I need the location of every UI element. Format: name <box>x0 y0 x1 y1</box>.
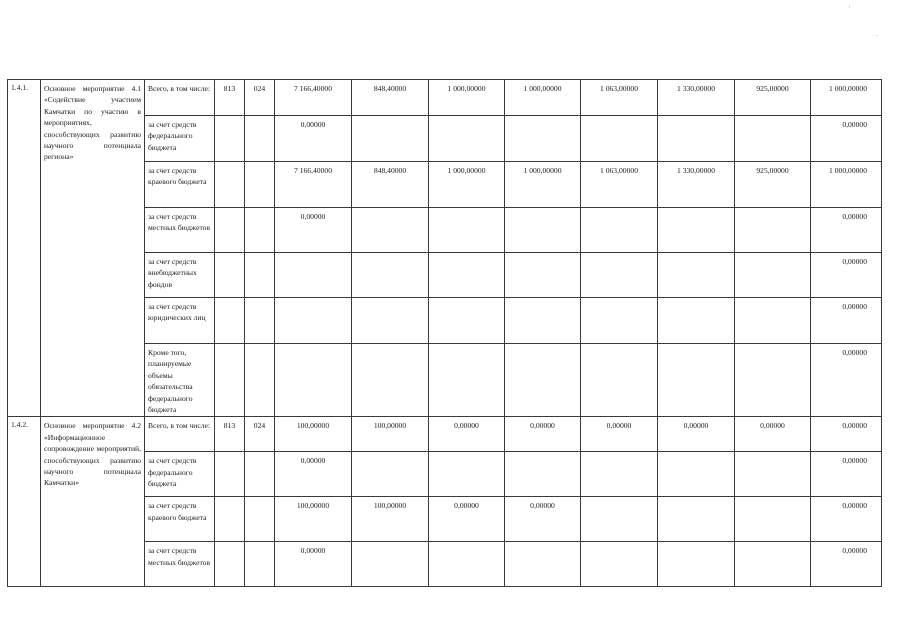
table-row <box>8 80 882 116</box>
funding-source: за счет средств юридических лиц <box>145 298 215 344</box>
value-year-6: 0,00000 <box>735 417 811 452</box>
funding-source: за счет средств краевого бюджета <box>145 497 215 542</box>
section-code: 024 <box>245 417 275 452</box>
value-total <box>275 253 352 298</box>
value-year-5 <box>658 298 735 344</box>
value-year-6 <box>735 208 811 253</box>
value-year-2 <box>429 344 505 417</box>
value-total: 100,00000 <box>275 497 352 542</box>
funding-source: за счет средств внебюджетных фондов <box>145 253 215 298</box>
budget-code <box>215 162 245 208</box>
value-year-4 <box>581 344 658 417</box>
value-year-6: 925,00000 <box>735 162 811 208</box>
value-year-1 <box>352 452 429 497</box>
value-year-7: 0,00000 <box>811 344 882 417</box>
value-year-3 <box>505 542 581 587</box>
scan-mark-right: . <box>876 30 878 38</box>
budget-table <box>7 79 882 587</box>
value-year-2 <box>429 116 505 162</box>
section-code <box>245 208 275 253</box>
value-year-2: 1 000,00000 <box>429 162 505 208</box>
value-year-6 <box>735 542 811 587</box>
value-year-1 <box>352 298 429 344</box>
section-code <box>245 116 275 162</box>
value-year-3 <box>505 253 581 298</box>
value-year-2 <box>429 253 505 298</box>
value-year-6 <box>735 253 811 298</box>
funding-source: за счет средств федерального бюджета <box>145 116 215 162</box>
value-year-3: 0,00000 <box>505 497 581 542</box>
budget-code: 813 <box>215 417 245 452</box>
funding-source: за счет средств федерального бюджета <box>145 452 215 497</box>
value-year-6 <box>735 298 811 344</box>
funding-source: Всего, в том числе: <box>145 417 215 452</box>
value-year-1 <box>352 542 429 587</box>
value-year-4: 1 063,00000 <box>581 162 658 208</box>
section-code <box>245 253 275 298</box>
value-year-3 <box>505 208 581 253</box>
funding-source: за счет средств местных бюджетов <box>145 208 215 253</box>
value-year-2 <box>429 452 505 497</box>
value-year-7: 0,00000 <box>811 452 882 497</box>
value-year-7: 0,00000 <box>811 253 882 298</box>
value-year-3 <box>505 344 581 417</box>
value-year-5 <box>658 452 735 497</box>
value-year-1: 100,00000 <box>352 497 429 542</box>
value-total: 0,00000 <box>275 116 352 162</box>
scan-mark-top: ' <box>849 5 851 13</box>
activity-name: Основное мероприятие 4.2 «Информационное сопровождение мероприятий, способствующих развитию научного потенциала Камчатки» <box>41 417 145 587</box>
value-year-5 <box>658 208 735 253</box>
value-year-6 <box>735 452 811 497</box>
value-year-6 <box>735 497 811 542</box>
value-year-5: 1 330,00000 <box>658 80 735 116</box>
value-year-5 <box>658 116 735 162</box>
value-year-7: 0,00000 <box>811 417 882 452</box>
value-year-7: 0,00000 <box>811 298 882 344</box>
budget-code <box>215 497 245 542</box>
value-year-1 <box>352 253 429 298</box>
value-total <box>275 298 352 344</box>
value-year-2: 0,00000 <box>429 497 505 542</box>
value-total: 7 166,40000 <box>275 80 352 116</box>
value-year-3: 1 000,00000 <box>505 162 581 208</box>
value-total: 0,00000 <box>275 208 352 253</box>
budget-code <box>215 452 245 497</box>
budget-code <box>215 344 245 417</box>
value-total <box>275 344 352 417</box>
funding-source: за счет средств краевого бюджета <box>145 162 215 208</box>
value-year-7: 1 000,00000 <box>811 162 882 208</box>
value-year-4: 1 063,00000 <box>581 80 658 116</box>
budget-code <box>215 298 245 344</box>
funding-source: Всего, в том числе: <box>145 80 215 116</box>
budget-code <box>215 253 245 298</box>
value-year-7: 0,00000 <box>811 116 882 162</box>
value-year-5: 1 330,00000 <box>658 162 735 208</box>
section-code <box>245 344 275 417</box>
value-year-5 <box>658 542 735 587</box>
table-row <box>8 417 882 452</box>
value-year-7: 0,00000 <box>811 497 882 542</box>
budget-code <box>215 116 245 162</box>
value-year-3 <box>505 116 581 162</box>
section-code <box>245 497 275 542</box>
item-number: 1.4.2. <box>8 417 41 587</box>
value-year-4 <box>581 116 658 162</box>
value-year-5 <box>658 344 735 417</box>
value-year-2: 0,00000 <box>429 417 505 452</box>
value-year-5 <box>658 497 735 542</box>
section-code <box>245 452 275 497</box>
budget-code <box>215 542 245 587</box>
value-year-1: 848,40000 <box>352 162 429 208</box>
funding-source: Кроме того, планируемые объемы обязательства федерального бюджета <box>145 344 215 417</box>
value-total: 0,00000 <box>275 542 352 587</box>
value-year-1 <box>352 116 429 162</box>
value-year-3 <box>505 298 581 344</box>
value-year-6 <box>735 116 811 162</box>
value-total: 7 166,40000 <box>275 162 352 208</box>
value-year-4 <box>581 298 658 344</box>
value-year-3: 1 000,00000 <box>505 80 581 116</box>
value-year-7: 0,00000 <box>811 208 882 253</box>
section-code <box>245 298 275 344</box>
value-year-7: 1 000,00000 <box>811 80 882 116</box>
value-total: 0,00000 <box>275 452 352 497</box>
value-year-6: 925,00000 <box>735 80 811 116</box>
value-year-1: 848,40000 <box>352 80 429 116</box>
section-code: 024 <box>245 80 275 116</box>
value-year-5: 0,00000 <box>658 417 735 452</box>
value-year-4 <box>581 208 658 253</box>
value-year-6 <box>735 344 811 417</box>
section-code <box>245 162 275 208</box>
value-year-1: 100,00000 <box>352 417 429 452</box>
section-code <box>245 542 275 587</box>
activity-name: Основное мероприятие 4.1 «Содействие участием Камчатки по участию в мероприятиях, способствующих развитию научного потенциала региона» <box>41 80 145 417</box>
value-year-2 <box>429 208 505 253</box>
value-year-4 <box>581 253 658 298</box>
value-year-4 <box>581 497 658 542</box>
value-year-1 <box>352 344 429 417</box>
value-year-2: 1 000,00000 <box>429 80 505 116</box>
item-number: 1.4.1. <box>8 80 41 417</box>
value-year-2 <box>429 298 505 344</box>
value-total: 100,00000 <box>275 417 352 452</box>
value-year-4 <box>581 452 658 497</box>
value-year-7: 0,00000 <box>811 542 882 587</box>
value-year-5 <box>658 253 735 298</box>
value-year-1 <box>352 208 429 253</box>
value-year-2 <box>429 542 505 587</box>
value-year-3: 0,00000 <box>505 417 581 452</box>
value-year-4: 0,00000 <box>581 417 658 452</box>
budget-code <box>215 208 245 253</box>
value-year-3 <box>505 452 581 497</box>
value-year-4 <box>581 542 658 587</box>
funding-source: за счет средств местных бюджетов <box>145 542 215 587</box>
budget-code: 813 <box>215 80 245 116</box>
